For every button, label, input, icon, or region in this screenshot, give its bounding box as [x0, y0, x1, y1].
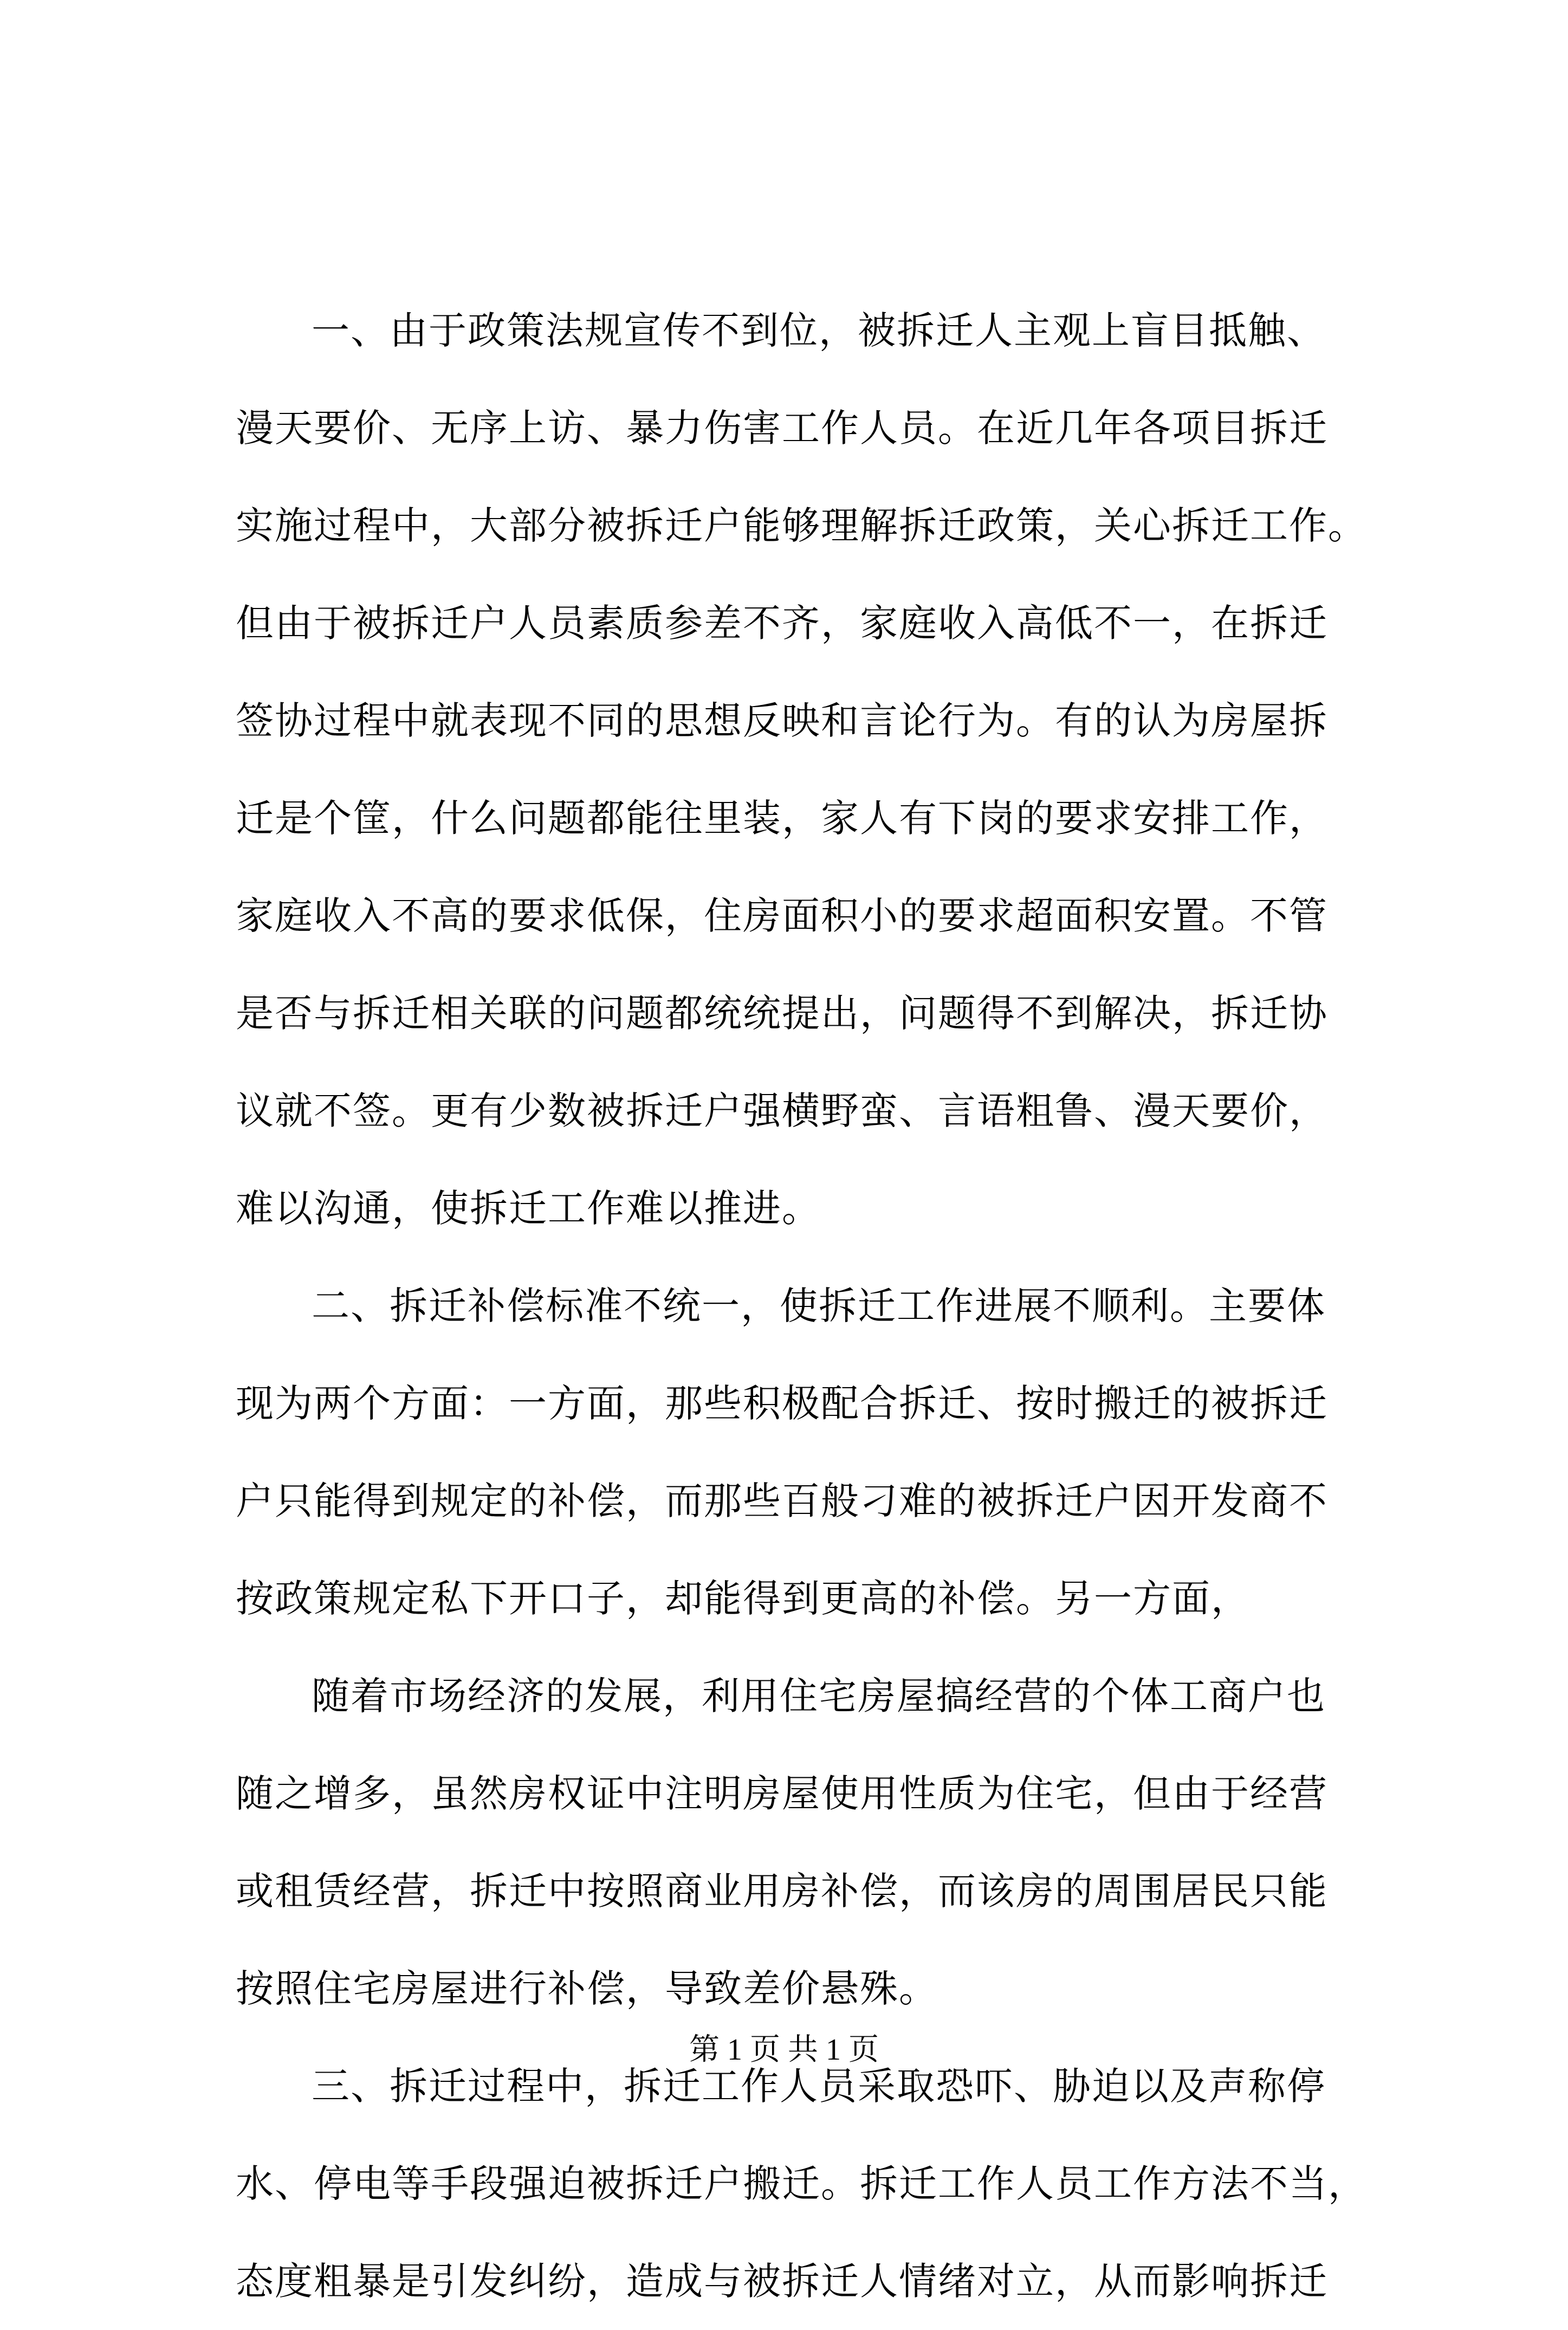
text-line-5: 签协过程中就表现不同的思想反映和言论行为。有的认为房屋拆 [236, 698, 1328, 743]
text-line-11: 二、拆迁补偿标准不统一，使拆迁工作进展不顺利。主要体 [312, 1284, 1326, 1328]
text-line-12: 现为两个方面：一方面，那些积极配合拆迁、按时搬迁的被拆迁 [236, 1381, 1328, 1426]
text-line-2: 漫天要价、无序上访、暴力伤害工作人员。在近几年各项目拆迁 [236, 406, 1328, 450]
text-line-20: 水、停电等手段强迫被拆迁户搬迁。拆迁工作人员工作方法不当， [236, 2161, 1367, 2206]
text-line-1: 一、由于政策法规宣传不到位，被拆迁人主观上盲目抵触、 [312, 308, 1326, 353]
text-line-15: 随着市场经济的发展，利用住宅房屋搞经营的个体工商户也 [312, 1674, 1326, 1718]
text-line-10: 难以沟通，使拆迁工作难以推进。 [236, 1186, 821, 1231]
text-line-14: 按政策规定私下开口子，却能得到更高的补偿。另一方面， [236, 1576, 1250, 1621]
text-line-17: 或租赁经营，拆迁中按照商业用房补偿，而该房的周围居民只能 [236, 1869, 1328, 1913]
page-number-label: 第 1 页 共 1 页 [689, 2033, 879, 2067]
text-line-21: 态度粗暴是引发纠纷，造成与被拆迁人情绪对立，从而影响拆迁 [236, 2259, 1328, 2303]
text-line-9: 议就不签。更有少数被拆迁户强横野蛮、言语粗鲁、漫天要价， [236, 1089, 1328, 1133]
text-line-7: 家庭收入不高的要求低保，住房面积小的要求超面积安置。不管 [236, 894, 1328, 938]
text-line-4: 但由于被拆迁户人员素质参差不齐，家庭收入高低不一，在拆迁 [236, 601, 1328, 645]
text-line-3: 实施过程中，大部分被拆迁户能够理解拆迁政策，关心拆迁工作。 [236, 503, 1367, 548]
text-line-19: 三、拆迁过程中，拆迁工作人员采取恐吓、胁迫以及声称停 [312, 2064, 1326, 2108]
document-body [236, 282, 1367, 2330]
page-footer [0, 2031, 1568, 2069]
text-line-6: 迁是个筐，什么问题都能往里装，家人有下岗的要求安排工作， [236, 796, 1328, 840]
text-line-16: 随之增多，虽然房权证中注明房屋使用性质为住宅，但由于经营 [236, 1771, 1328, 1816]
text-line-8: 是否与拆迁相关联的问题都统统提出，问题得不到解决，拆迁协 [236, 991, 1328, 1035]
text-line-18: 按照住宅房屋进行补偿，导致差价悬殊。 [236, 1966, 938, 2011]
text-line-13: 户只能得到规定的补偿，而那些百般刁难的被拆迁户因开发商不 [236, 1479, 1328, 1523]
